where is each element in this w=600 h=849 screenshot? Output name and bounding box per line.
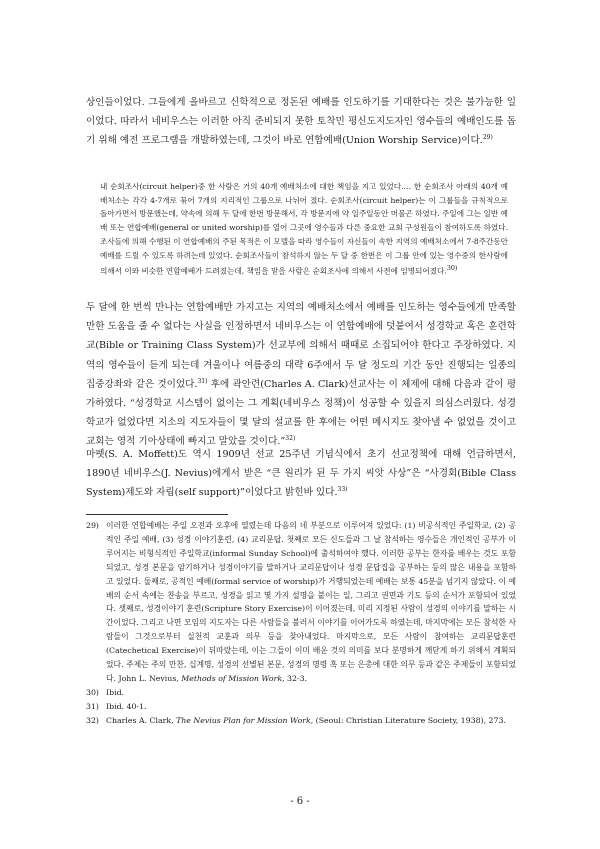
paragraph-text: 상인들이었다. 그들에게 올바르고 신학적으로 정돈된 예배를 인도하기를 기대한다는 것은 불가능한 일이었다. 따라서 네비우스는 이러한 아직 준비되지 못한 토착민 평신도지도자인 영수들의 예배인도를 돕기 위해 예전 프로그램을 개발하였는데, 그것이 바로 연합예배(Union Worship Service)이다. — [86, 97, 516, 147]
footnote-divider — [86, 514, 228, 515]
cited-title: The Nevius Plan for Mission Work, — [176, 715, 314, 725]
quote-text: 내 순회조사(circuit helper)중 한 사람은 거의 40개 예배처소에 대한 책임을 지고 있었다.… 한 순회조사 아래의 40개 예배처소는 각각 4-7개로 묶어 7개의 지리적인 그룹으로 나뉘어 졌다. 순회조사(circuit helper)는 이 그룹들을 규칙적으로 돌아가면서 방문했는데, 약속에 의해 두 달에 한번 방문해서, 각 방문지에 약 일주일동안 머물곤 하였다. 주일에 그는 일반 예배 또는 연합예배(general or united worship)를 열어 그곳에 영수들과 다른 중요한 교회 구성원들이 참여하도록 하였다. 조사들에 의해 수행된 이 연합예배의 주된 목적은 이 모델을 따라 영수들이 자신들이 속한 지역의 예배처소에서 7-8주간동안 예배를 드릴 수 있도록 하려는데 있었다. 순회조사들이 참석하지 않는 두 달 중 한번은 이 그룹 안에 있는 영수중의 한사람에 의해서 이와 비슷한 연합예배가 드려졌는데, 책임을 맡을 사람은 순회조사에 의해서 사전에 임명되어졌다. — [100, 182, 508, 276]
footnote-marker: 30) — [446, 265, 458, 273]
footnote-marker: 29) — [482, 134, 493, 142]
footnote — [86, 700, 516, 714]
body-paragraph-1 — [86, 93, 516, 151]
footnote-text: Ibid. 40-1. — [106, 701, 147, 711]
footnote-text: Ibid. — [106, 687, 125, 697]
paragraph-text: 후에 곽안련(Charles A. Clark)선교사는 이 체제에 대해 다음과 같이 평가하였다. “성경학교 시스템이 없이는 그 계획(네비우스 정책)이 성공할 수 있을지 의심스러웠다. 성경학교가 없었다면 지소의 지도자들이 몇 달의 설교를 한 후에는 어떤 메시지도 찾아낼 수 없었을 것이고 교회는 영적 기아상태에 빠지고 말았을 것이다.” — [86, 378, 516, 448]
footnote-marker: 31) — [197, 377, 208, 385]
footnote-number: 29) — [86, 521, 99, 530]
footnote-text: Charles A. Clark, The Nevius Plan for Mission Work, (Seoul: Christian Literature Society, 1938), 273. — [106, 715, 506, 725]
footnote-marker: 33) — [337, 486, 348, 494]
footnote — [86, 686, 516, 700]
footnote-number: 32) — [86, 715, 99, 725]
footnote — [86, 714, 516, 728]
page-number: - 6 - — [290, 796, 310, 807]
footnote — [86, 519, 516, 686]
block-quote — [100, 180, 508, 278]
footnotes — [86, 519, 516, 728]
paragraph-text: 두 달에 한 번씩 만나는 연합예배만 가지고는 지역의 예배처소에서 예배를 인도하는 영수들에게 만족할 만한 도움을 줄 수 없다는 사실을 인정하면서 네비우스는 이 연합예배에 덧붙여서 성경학교 혹은 훈련학교(Bible or Training Class System)가 선교부에 의해서 때때로 소집되어야 한다고 주장하였다. 지역의 영수들이 듣게 되는데 겨울이나 여름중의 대략 6주에서 두 달 정도의 기간 동안 진행되는 일종의 집중강좌와 같은 것이었다. — [86, 302, 516, 390]
paragraph-text: 마펫(S. A. Moffett)도 역시 1909년 선교 25주년 기념식에서 초기 선교정책에 대해 언급하면서, 1890년 네비우스(J. Nevius)에게서 받은 “큰 원리가 된 두 가지 씨앗 사상”은 “사경회(Bible Class System)제도와 자립(self support)”이었다고 밝힌바 있다. — [86, 449, 516, 499]
body-paragraph-2 — [86, 298, 516, 452]
cited-title: Methods of Mission Work, — [181, 673, 285, 683]
body-paragraph-3 — [86, 445, 516, 503]
footnote-number: 30) — [86, 687, 99, 697]
footnote-marker: 32) — [285, 435, 296, 443]
footnote-number: 31) — [86, 701, 99, 711]
footnote-text: 이러한 연합예배는 주일 오전과 오후에 열렸는데 다음의 네 부분으로 이루어져 있었다: (1) 비공식적인 주일학교, (2) 공적인 주일 예배, (3) 성경 이야기훈련, (4) 교리문답. 첫째로 모든 신도들과 그 날 참석하는 영수들은 개인적인 공부가 이루어지는 비형식적인 주일학교(informal Sunday School)에 출석하여야 했다. 이러한 공부는 한자를 배우는 것도 포함되었고, 성경 본문을 암기하거나 성경이야기를 말하거나 교리문답이나 성경 문답집을 공부하는 등의 많은 내용을 포함하고 있었다. 둘째로, 공적인 예배(formal service of worship)가 거행되었는데 예배는 보통 45분을 넘기지 않았다. 이 예배의 순서 속에는 찬송을 부르고, 성경을 읽고 몇 가지 설명을 붙이는 일, 그리고 권면과 기도 등의 순서가 포함되어 있었다. 셋째로, 성경이야기 훈련(Scripture Story Exercise)이 이어졌는데, 미리 지정된 사람이 성경의 이야기를 말하는 시간이었다. 그리고 나면 모임의 지도자는 다른 사람들을 불러서 이야기를 이어가도록 하였는데, 마지막에는 모든 참석한 사람들이 그것으로부터 실천적 교훈과 의무 등을 찾아내었다. 마지막으로, 모든 사람이 참여하는 교리문답훈련(Catechetical Exercise)이 뒤따랐는데, 이는 그들이 이미 배운 것의 의미를 보다 분명하게 깨닫게 하기 위해서 계획되었다. 주제는 주의 만찬, 십계명, 성경의 선별된 본문, 성경의 명령 혹 또는 은총에 대한 의무 등과 같은 주제들이 포함되었다. John L. Nevius, Methods of Mission Work, 32-3. — [106, 521, 516, 683]
